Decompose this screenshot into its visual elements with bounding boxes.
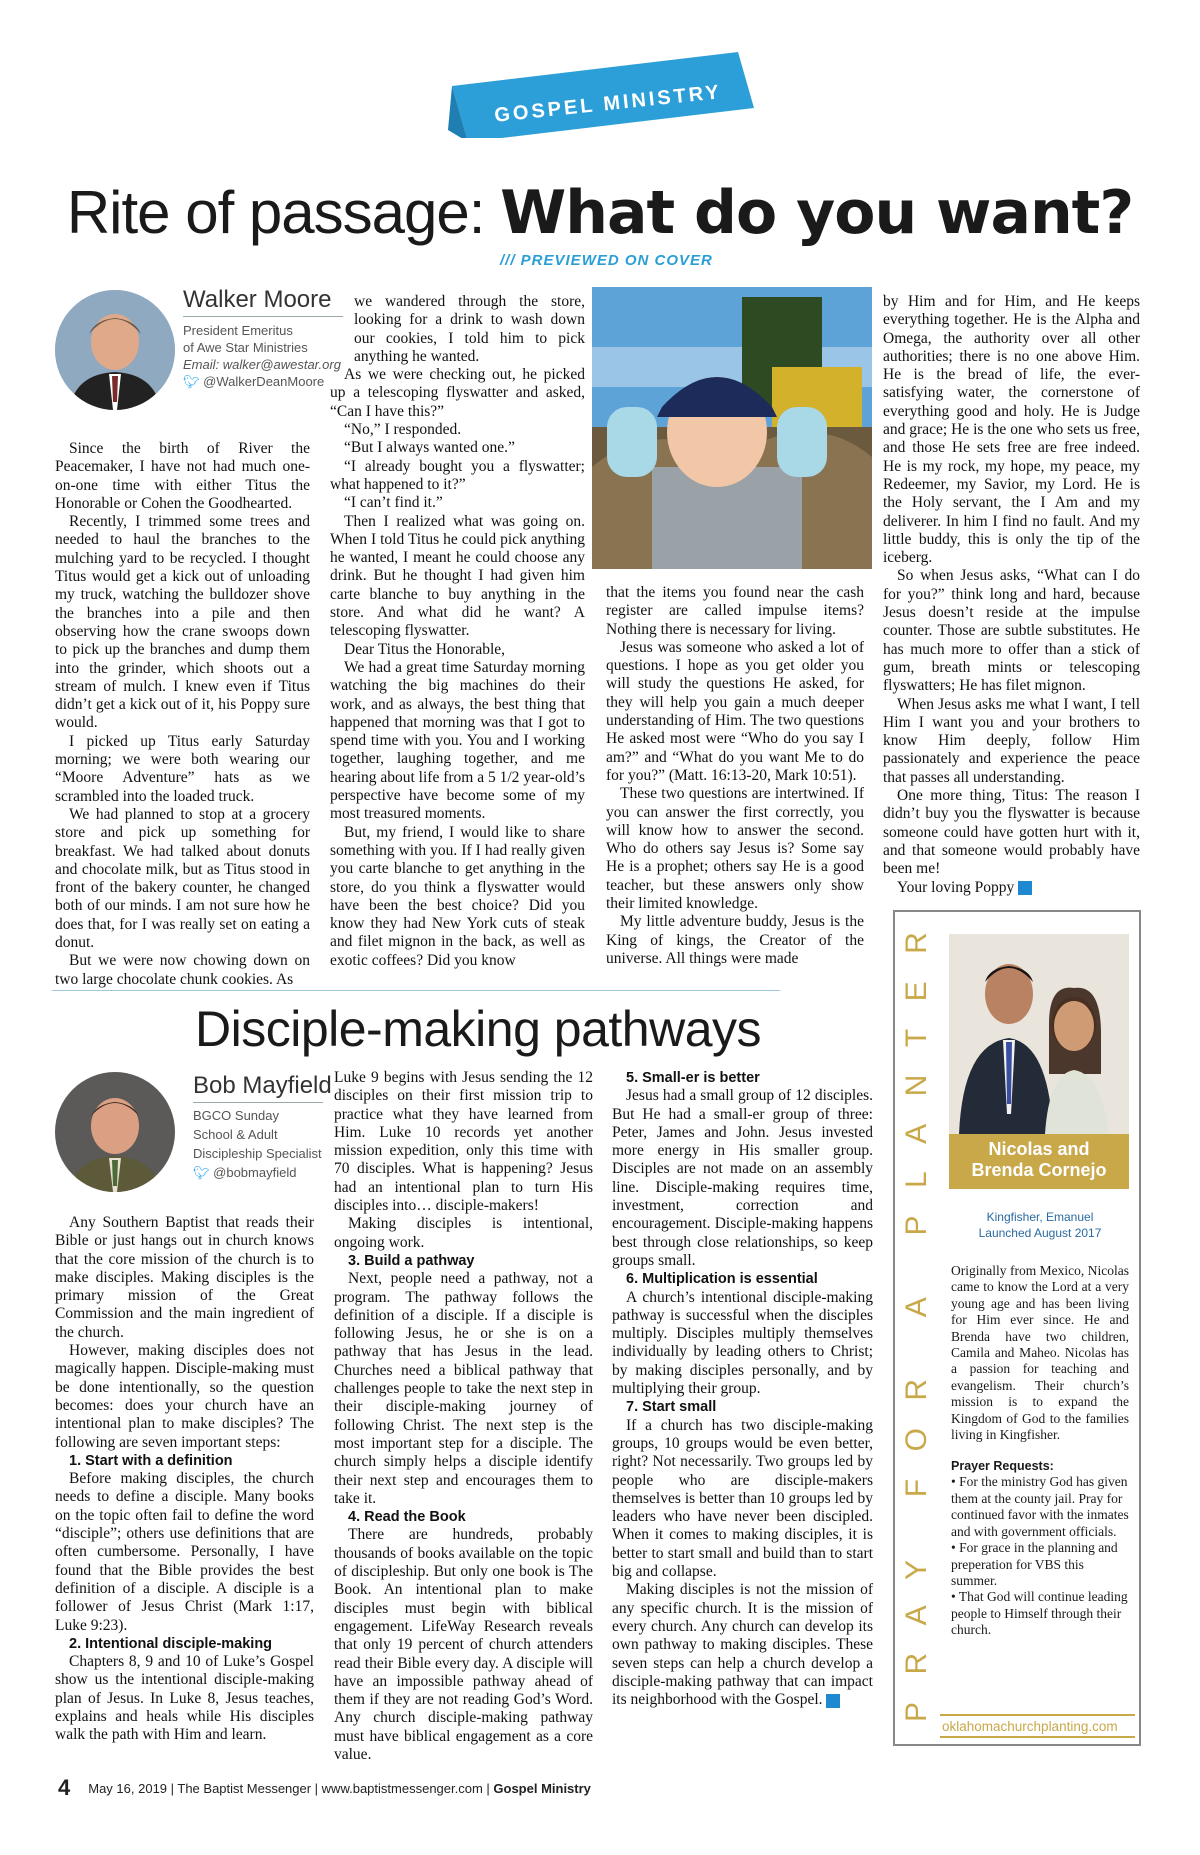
author-photo-bob bbox=[55, 1072, 175, 1192]
author-twitter[interactable] bbox=[183, 373, 353, 390]
planter-vertical-label bbox=[895, 912, 941, 1744]
messenger-logo-icon: m bbox=[1018, 881, 1032, 895]
footer-text: May 16, 2019 | The Baptist Messenger | www.baptistmessenger.com | bbox=[88, 1781, 494, 1796]
subheading bbox=[612, 1069, 873, 1087]
planter-bio: Originally from Mexico, Nicolas came to know the Lord at a very young age and has been living for Him ever since. He and Brenda have two children, Camila and Maheo. Nicolas has a passion for teaching and evangelism. Their church’s mission is to expand the Kingdom of God to the families living in Kingfisher. bbox=[951, 1263, 1129, 1443]
author-role: BGCO Sunday bbox=[193, 1108, 279, 1123]
paragraph-text: However, making disciples does not magically happen. Disciple-making must be done intentionally, so the question becomes: does your church have an intentional plan to make disciples? The following are seven important steps: bbox=[55, 1342, 314, 1451]
paragraph-text: A church’s intentional disciple-making pathway is successful when the disciples multiply. Disciples multiply themselves individually by leading others to Christ; by making disciples personally, and by multiplying their group. bbox=[612, 1288, 873, 1398]
paragraph: Dear Titus the Honorable, bbox=[344, 640, 506, 658]
author-bio bbox=[193, 1106, 328, 1182]
article1-column-3 bbox=[606, 584, 864, 968]
author-photo-walker bbox=[55, 290, 175, 410]
planter-content bbox=[941, 912, 1139, 1639]
author-role: President Emeritus bbox=[183, 323, 293, 338]
paragraph: When Jesus asks me what I want, I tell Him I want you and your brothers to know Him deeply, follow Him passionately and experience the peace that passes all understanding. bbox=[883, 695, 1140, 786]
twitter-handle[interactable]: @bobmayfield bbox=[213, 1165, 297, 1180]
author-role: School & Adult bbox=[193, 1127, 278, 1142]
paragraph: But we were now chowing down on two large chocolate chunk cookies. As bbox=[55, 952, 310, 988]
subheading-text: 1. Start with a definition bbox=[69, 1452, 233, 1469]
twitter-icon: 🐦︎ bbox=[193, 1165, 210, 1180]
paragraph: “No,” I responded. bbox=[344, 421, 462, 439]
subheading bbox=[55, 1635, 314, 1653]
prayer-item: • For grace in the planning and preperation for VBS this summer. bbox=[951, 1540, 1118, 1588]
author-email[interactable]: Email: walker@awestar.org bbox=[183, 357, 341, 372]
paragraph bbox=[55, 1342, 314, 1452]
subheading-text: 7. Start small bbox=[626, 1399, 717, 1416]
paragraph-text: Luke 9 begins with Jesus sending the 12 disciples on their first mission trip to practice what they have learned from Him. Luke 10 records yet another mission expedition, only this time with 70 disciples. What is happening? Jesus had an intentional plan to turn His disciples into… disciple-makers! bbox=[334, 1069, 593, 1215]
section-banner bbox=[448, 48, 760, 138]
author-role: of Awe Star Ministries bbox=[183, 340, 308, 355]
paragraph bbox=[334, 1526, 593, 1764]
subheading-text: 4. Read the Book bbox=[348, 1509, 466, 1526]
article-divider bbox=[52, 990, 780, 991]
paragraph: Since the birth of River the Peacemaker, I have not had much one-on-one time with either Titus the Honorable or Cohen the Goodhearted. bbox=[55, 440, 310, 512]
title-bold-part: What do you want? bbox=[500, 178, 1134, 248]
messenger-logo-icon: m bbox=[826, 1694, 840, 1708]
paragraph: Then I realized what was going on. When I told Titus he could pick anything he wanted, I meant he could choose any drink. But he thought I had given him carte blanche to buy anything in the store. And what did he want? A telescoping flyswatter. bbox=[330, 512, 585, 640]
page-number: 4 bbox=[58, 1775, 71, 1800]
subheading bbox=[334, 1252, 593, 1270]
author-name: Bob Mayfield bbox=[193, 1072, 332, 1099]
paragraph bbox=[334, 1270, 593, 1508]
paragraph-text: Before making disciples, the church needs to define a disciple. Many books on the topic often fail to define the word “disciple”; others use definitions that are often cumbersome. Personally, I have found that the Bible provides the best definition of a disciple. A disciple is a follower of Jesus Christ (Mark 1:17, Luke 9:23). bbox=[55, 1470, 314, 1634]
article2-title: Disciple-making pathways bbox=[195, 1001, 762, 1057]
article2-column-2 bbox=[334, 1069, 593, 1764]
paragraph: “I already bought you a flyswatter; what happened to it?” bbox=[330, 457, 585, 493]
paragraph: by Him and for Him, and He keeps everything together. He is the Alpha and Omega, the authority over all other authorities; there is no one above Him. He is the bread of life, the ever-satisfying water, the cornerstone of everything good and holy. He is Judge and grace; He is the one who sets us free, and those He sets free are free indeed. He is my rock, my hope, my peace, my Redeemer, my Savior, my Lord. He is the Holy servant, the I Am and my deliverer. In him I find no fault. And my little buddy, this is only the tip of the iceberg. bbox=[883, 293, 1140, 567]
author-role: Discipleship Specialist bbox=[193, 1146, 322, 1161]
planter-launch-date: Launched August 2017 bbox=[978, 1226, 1102, 1240]
paragraph-text: Making disciples is intentional, ongoing work. bbox=[334, 1215, 593, 1251]
paragraph: But, my friend, I would like to share something with you. If I had really given you carte blanche to get anything in the store, do you think a flyswatter would have been the best choice? Did you know they had New York cuts of steak and filet mignon in the back, as well as exotic coffees? Did you know bbox=[330, 823, 585, 969]
subheading-text: 3. Build a pathway bbox=[348, 1252, 475, 1269]
paragraph bbox=[334, 1069, 593, 1215]
paragraph bbox=[334, 1215, 593, 1252]
previewed-note: /// PREVIEWED ON COVER bbox=[500, 252, 713, 269]
boy-photo bbox=[592, 287, 872, 569]
sign-off-text: Your loving Poppy bbox=[897, 878, 1015, 896]
author-bio bbox=[183, 322, 353, 390]
subheading bbox=[612, 1270, 873, 1288]
paragraph: So when Jesus asks, “What can I do for you?” think long and hard, because Jesus doesn’t reside at the impulse counter. Those are subtle substitutes. He has much more to offer than a stick of gum, breath mints or telescoping flyswatters; He has filet mignon. bbox=[883, 567, 1140, 695]
paragraph bbox=[612, 1417, 873, 1582]
article1-column-4 bbox=[883, 293, 1140, 897]
paragraph-text: Next, people need a pathway, not a program. The pathway follows the definition of a disciple. If a disciple is following Jesus, he or she is on a pathway that has Jesus in the lead. Churches need a biblical pathway that challenges people to take the next step in their disciple-making journey of following Christ. The next step is the most important step for a disciple. The church simply helps a disciple identify their next step and encourages them to take it. bbox=[334, 1270, 593, 1507]
paragraph: we wandered through the store, looking for a drink to wash down our cookies, I told him to pick anything he wanted. bbox=[354, 293, 585, 365]
section-banner-label: GOSPEL MINISTRY bbox=[493, 81, 723, 127]
paragraph bbox=[55, 1653, 314, 1744]
sign-off bbox=[883, 879, 1140, 897]
article1-title bbox=[0, 178, 1200, 248]
paragraph-text: If a church has two disciple-making groups, 10 groups would be even better, right? Not necessarily. Two groups led by people who are disciple-makers themselves is better than 10 groups led by leaders who have never been discipled. When it comes to making disciples, it is better to start small and build than to start big and collapse. bbox=[612, 1416, 873, 1581]
paragraph: We had a great time Saturday morning watching the big machines do their work, and as always, the best thing that happened that morning was that I got to spend time with you. You and I working together, laughing together, and me hearing about life from a 5 1/2 year-old’s perspective have become some of my most treasured moments. bbox=[330, 658, 585, 823]
paragraph bbox=[55, 1470, 314, 1635]
subheading-text: 5. Small-er is better bbox=[626, 1070, 760, 1086]
planter-location: Kingfisher, Emanuel bbox=[986, 1210, 1094, 1224]
planter-photo bbox=[949, 934, 1129, 1134]
paragraph bbox=[612, 1289, 873, 1399]
twitter-handle[interactable]: @WalkerDeanMoore bbox=[203, 374, 325, 389]
planter-location-block bbox=[941, 1209, 1139, 1241]
paragraph-text: Jesus had a small group of 12 disciples. But He had a small-er group of three: Peter, James and John. Jesus invested more energy in His smaller group. Disciples are not made on an assembly line. Disciple-making requires time, investment, correction and encouragement. Disciple-making happens best through close relationships, so keep groups small. bbox=[612, 1087, 873, 1269]
article1-column-2 bbox=[330, 293, 585, 970]
svg-text:PRAY FOR A PLANTER: PRAY FOR A PLANTER bbox=[900, 912, 933, 1722]
paragraph bbox=[55, 1214, 314, 1342]
subheading bbox=[334, 1508, 593, 1526]
paragraph bbox=[612, 1581, 873, 1709]
byline-rule bbox=[193, 1102, 323, 1103]
paragraph: Jesus was someone who asked a lot of questions. I hope as you get older you will study the questions He asked, for they will help you gain a much deeper understanding of Him. The two questions He asked most were “Who do you say I am?” and “What do you want Me to do for you?” (Matt. 16:13-20, Mark 10:51). bbox=[606, 638, 864, 784]
paragraph-text: Making disciples is not the mission of any specific church. It is the mission of every church. Any church can develop its own pathway to making disciples. These seven steps can help a church develop a disciple-making pathway that can impact its neighborhood with the Gospel. bbox=[612, 1581, 873, 1709]
prayer-requests-list bbox=[951, 1474, 1129, 1638]
author-twitter[interactable] bbox=[193, 1163, 328, 1182]
footer-section: Gospel Ministry bbox=[493, 1781, 591, 1796]
paragraph: “But I always wanted one.” bbox=[344, 439, 515, 457]
subheading bbox=[612, 1398, 873, 1416]
byline-rule bbox=[183, 316, 343, 317]
subheading-text: 6. Multiplication is essential bbox=[626, 1271, 818, 1288]
page-footer bbox=[58, 1775, 591, 1801]
paragraph: I picked up Titus early Saturday morning; we were both wearing our “Moore Adventure” hats as we scrambled into the loaded truck. bbox=[55, 732, 310, 805]
article2-column-1 bbox=[55, 1214, 314, 1745]
paragraph-text: There are hundreds, probably thousands of books available on the topic of discipleship. But only one book is The Book. An intentional plan to make disciples must begin with biblical engagement. LifeWay Research reveals that only 19 percent of church attenders read their Bible every day. A disciple will have an impossible pathway ahead of them if they are not reading God’s Word. Any church disciple-making pathway must have biblical engagement as a core value. bbox=[334, 1526, 593, 1763]
subheading bbox=[55, 1452, 314, 1470]
prayer-requests-heading: Prayer Requests: bbox=[951, 1459, 1054, 1474]
planter-names: Nicolas and Brenda Cornejo bbox=[949, 1134, 1129, 1189]
paragraph-text: Chapters 8, 9 and 10 of Luke’s Gospel show us the intentional disciple-making plan of Jesus. In Luke 8, Jesus teaches, explains and heals while His disciples walk the path with Him and learn. bbox=[55, 1653, 314, 1744]
paragraph: My little adventure buddy, Jesus is the King of kings, the Creator of the universe. All things were made bbox=[606, 913, 864, 967]
paragraph: “I can’t find it.” bbox=[344, 494, 443, 512]
title-light-part: Rite of passage: bbox=[66, 179, 501, 246]
planter-website-link[interactable]: oklahomachurchplanting.com bbox=[940, 1714, 1135, 1738]
paragraph: that the items you found near the cash register are called impulse items? Nothing there is necessary for living. bbox=[606, 584, 864, 638]
pray-for-a-planter-box bbox=[893, 910, 1141, 1746]
paragraph bbox=[612, 1087, 873, 1270]
paragraph: As we were checking out, he picked up a telescoping flyswatter and asked, “Can I have this?” bbox=[330, 366, 585, 420]
paragraph: We had planned to stop at a grocery store and pick up something for breakfast. We had talked about donuts and chocolate milk, but as Titus stood in front of the bakery counter, he changed both of our minds. I am not sure how he does that, for I was really set on eating a donut. bbox=[55, 805, 310, 952]
paragraph-text: Any Southern Baptist that reads their Bible or just hangs out in church knows that the core mission of the church is to make disciples. Making disciples is the primary mission of the Great Commission and the main ingredient of the church. bbox=[55, 1214, 314, 1341]
twitter-icon: 🐦︎ bbox=[183, 374, 200, 389]
paragraph: One more thing, Titus: The reason I didn’t buy you the flyswatter is because someone could have gotten hurt with it, and that someone would probably have been me! bbox=[883, 787, 1140, 878]
prayer-item: • For the ministry God has given them at the county jail. Pray for continued favor with the inmates and with government officials. bbox=[951, 1474, 1129, 1539]
paragraph: These two questions are intertwined. If you can answer the first correctly, you will know how to answer the second. Who do others say Jesus is? Some say He is a prophet; others say He is a good teacher, but these answers only show their limited knowledge. bbox=[606, 785, 864, 913]
paragraph: Recently, I trimmed some trees and needed to haul the branches to the mulching yard to be recycled. I thought Titus would get a kick out of unloading my truck, watching the bulldozer shove the branches into a pile and then observing how the crane swoops down to pick up the branches and dump them into the grinder, which shoots out a stream of mulch. I knew even if Titus didn’t get a kick out of it, his Poppy sure would. bbox=[55, 513, 310, 732]
article2-column-3 bbox=[612, 1069, 873, 1709]
article1-column-1 bbox=[55, 440, 310, 989]
prayer-item: • That God will continue leading people to Himself through their church. bbox=[951, 1589, 1128, 1638]
subheading-text: 2. Intentional disciple-making bbox=[69, 1635, 273, 1652]
author-name: Walker Moore bbox=[183, 286, 332, 313]
